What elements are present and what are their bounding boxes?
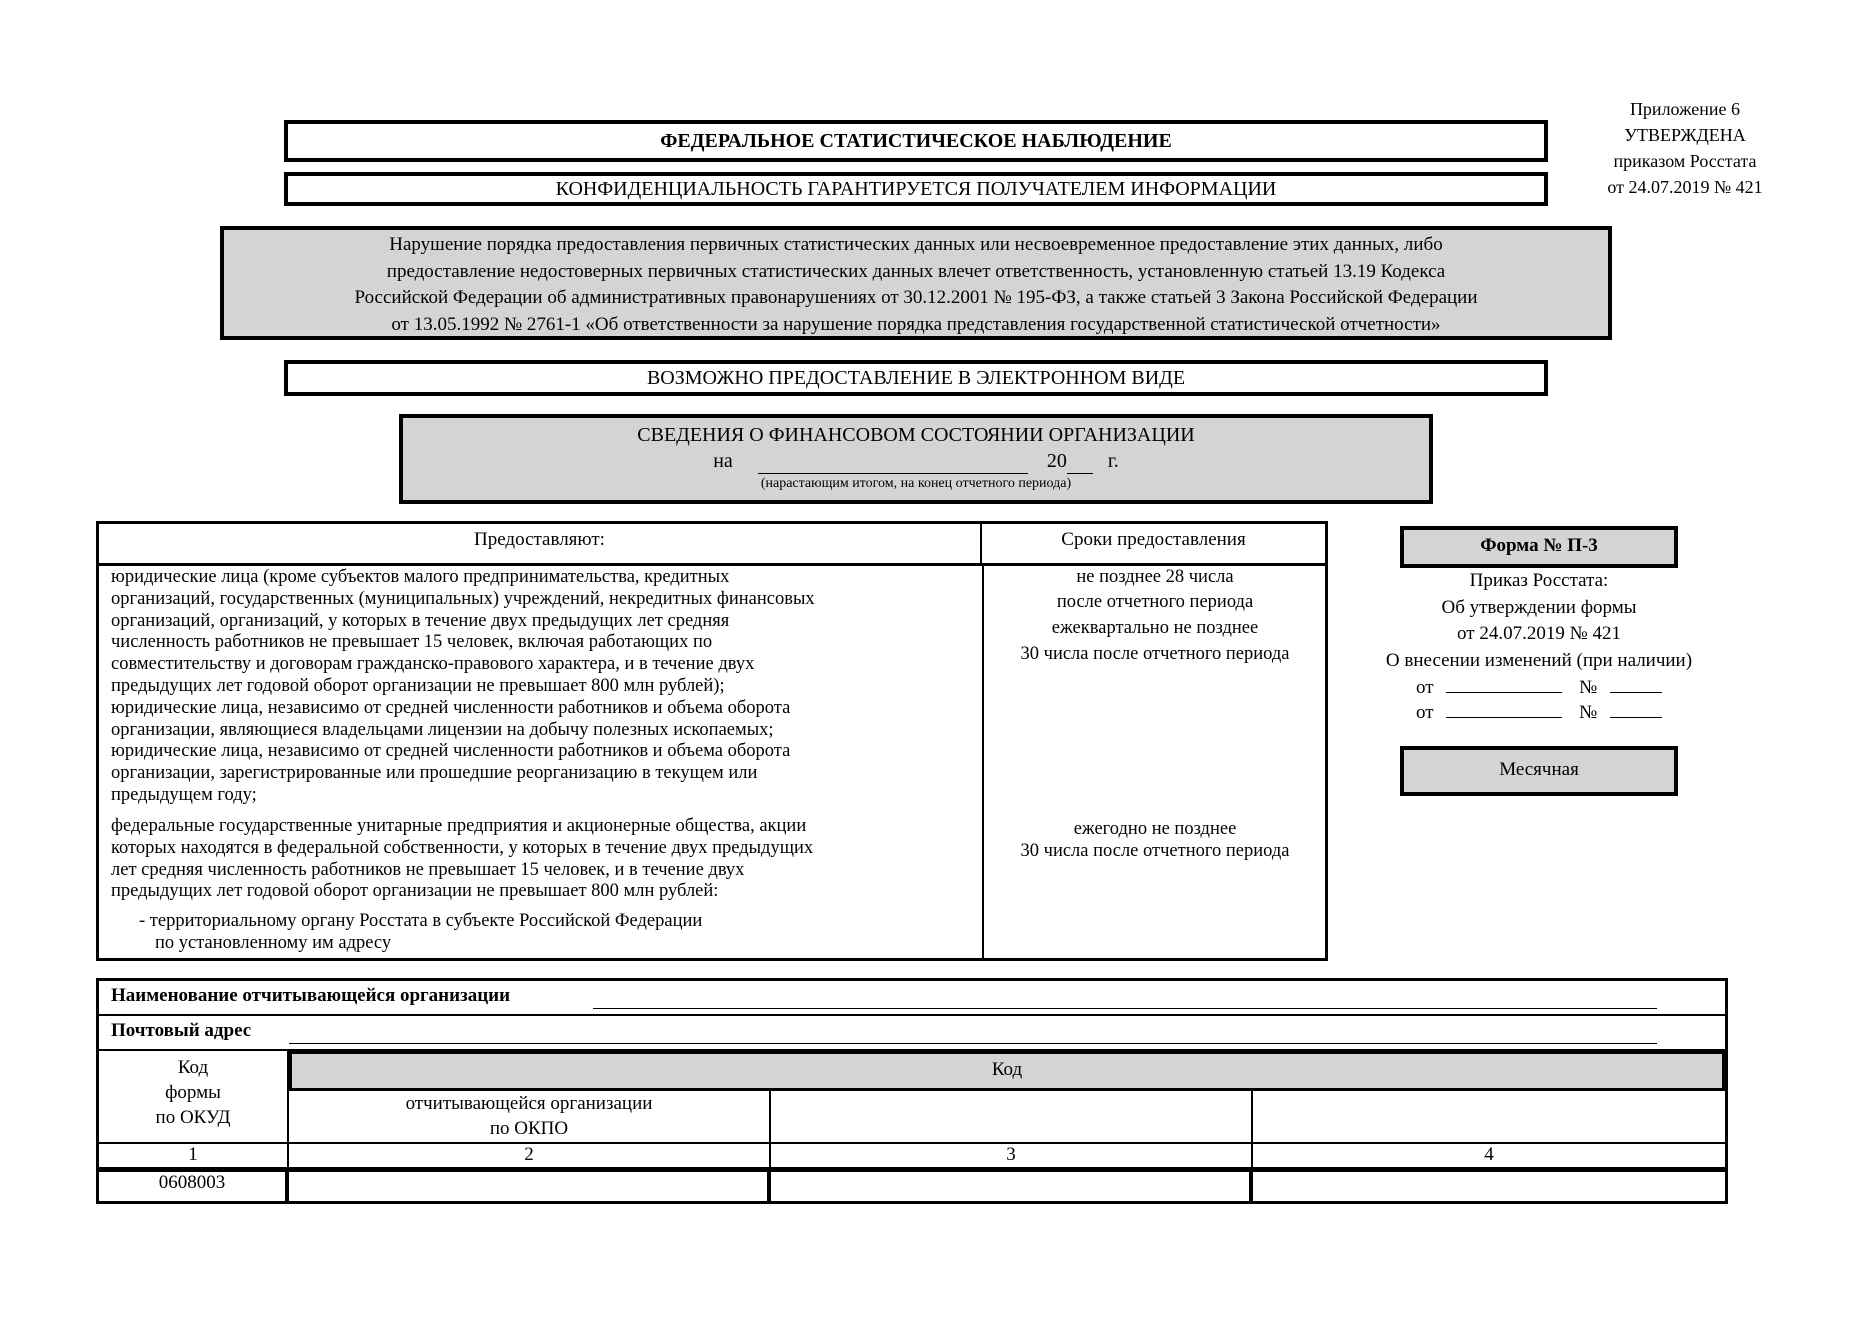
okpo-header: [289, 1091, 771, 1144]
col-number-4: 4: [1253, 1144, 1725, 1169]
submitter-line: организаций, организаций, у которых в течение двух предыдущих лет средняя: [111, 610, 730, 631]
okpo-header-line: по ОКПО: [489, 1118, 569, 1139]
col-number-1: 1: [99, 1144, 289, 1169]
deadline-line: ежеквартально не позднее: [1051, 617, 1259, 638]
submitters-column-header: Предоставляют:: [99, 524, 982, 566]
year-prefix: 20: [1046, 450, 1067, 472]
okud-header: [99, 1051, 289, 1144]
change-number-field[interactable]: [1610, 674, 1662, 693]
number-label: №: [1579, 702, 1598, 723]
liability-warning: [220, 226, 1612, 340]
submitter-line: которых находятся в федеральной собственности, у которых в течение двух предыдущих: [111, 837, 814, 858]
year-suffix: г.: [1107, 450, 1119, 472]
submitter-line: предыдущих лет годовой оборот организации не превышает 800 млн рублей);: [111, 675, 725, 696]
submitter-line: совместительству и договорам гражданско-правового характера, и в течение двух: [111, 654, 755, 675]
change-date-field[interactable]: [1446, 699, 1562, 718]
change-date-field[interactable]: [1446, 674, 1562, 693]
title-note: (нарастающим итогом, на конец отчетного периода): [760, 476, 1072, 491]
code-col-4-field[interactable]: [1253, 1171, 1725, 1201]
submitter-line: организации, зарегистрированные или прошедшие реорганизацию в текущем или: [111, 763, 758, 784]
postal-address-label: Почтовый адрес: [111, 1020, 252, 1041]
submitter-line: предыдущем году;: [111, 784, 257, 805]
order-date: от 24.07.2019 № 421: [1457, 623, 1621, 644]
submitter-line: предыдущих лет годовой оборот организации не превышает 800 млн рублей:: [111, 881, 719, 902]
submitters-table: [96, 521, 1328, 961]
warning-line: предоставление недостоверных первичных статистических данных влечет ответственность, установленную статьей 13.19 Кодекса: [386, 260, 1446, 282]
form-number-badge: Форма № П-3: [1400, 526, 1678, 568]
form-title-box: [399, 414, 1433, 504]
warning-line: Нарушение порядка предоставления первичных статистических данных или несвоевременное предоставление этих данных, либо: [389, 234, 1443, 255]
okud-header-line: по ОКУД: [155, 1107, 231, 1128]
on-label: на: [713, 450, 733, 472]
okud-header-line: Код: [177, 1057, 209, 1078]
code-col-3-header: [771, 1091, 1253, 1144]
deadlines-block-1: [985, 567, 1325, 667]
col-number-3: 3: [771, 1144, 1253, 1169]
approval-block: [1560, 96, 1810, 200]
organization-table: [96, 978, 1728, 1204]
recipient-block: [139, 911, 999, 955]
order-info: [1352, 568, 1726, 724]
report-date-field[interactable]: [758, 453, 1028, 474]
submitters-block-1: [111, 567, 971, 807]
submitter-line: лет средняя численность работников не превышает 15 человек, и в течение двух: [111, 859, 745, 880]
periodicity-badge: Месячная: [1400, 746, 1678, 796]
submitter-line: юридические лица, независимо от средней численности работников и объема оборота: [111, 697, 791, 718]
change-number-field[interactable]: [1610, 699, 1662, 718]
order-subject: Об утверждении формы: [1441, 596, 1637, 618]
deadline-line: не позднее 28 числа: [1076, 567, 1234, 587]
postal-address-field[interactable]: [289, 1043, 1657, 1044]
okpo-header-line: отчитывающейся организации: [405, 1093, 653, 1114]
okpo-code-field[interactable]: [289, 1171, 771, 1201]
recipient-line: по установленному им адресу: [155, 932, 392, 953]
col-number-2: 2: [289, 1144, 771, 1169]
org-name-label: Наименование отчитывающейся организации: [111, 985, 511, 1006]
report-date-line: [403, 448, 1429, 474]
federal-observation-header: ФЕДЕРАЛЬНОЕ СТАТИСТИЧЕСКОЕ НАБЛЮДЕНИЕ: [284, 120, 1548, 162]
annex-label: Приложение 6: [1629, 99, 1741, 119]
approved-label: УТВЕРЖДЕНА: [1624, 125, 1746, 145]
org-name-field[interactable]: [593, 1008, 1657, 1009]
number-label: №: [1579, 677, 1598, 698]
changes-label: О внесении изменений (при наличии): [1385, 649, 1693, 671]
submitter-line: численность работников не превышает 15 человек, включая работающих по: [111, 632, 713, 653]
okud-header-line: формы: [165, 1082, 221, 1103]
order-title: Приказ Росстата:: [1469, 570, 1609, 591]
report-year-field[interactable]: [1067, 453, 1093, 474]
order-date-label: от 24.07.2019 № 421: [1607, 177, 1763, 197]
change-row-2: [1352, 699, 1726, 724]
submitter-line: организации, являющиеся владельцами лицензии на добычу полезных ископаемых;: [111, 719, 774, 740]
code-header: Код: [289, 1051, 1725, 1091]
column-divider: [982, 566, 984, 958]
deadline-line: 30 числа после отчетного периода: [1020, 643, 1290, 664]
recipient-line: - территориальному органу Росстата в субъекте Российской Федерации: [139, 911, 703, 931]
order-by-label: приказом Росстата: [1613, 151, 1757, 171]
deadline-line: после отчетного периода: [1056, 591, 1254, 612]
submitter-line: юридические лица (кроме субъектов малого предпринимательства, кредитных: [111, 567, 730, 587]
code-col-3-field[interactable]: [771, 1171, 1253, 1201]
submitter-line: федеральные государственные унитарные предприятия и акционерные общества, акции: [111, 816, 807, 836]
deadlines-block-2: [985, 819, 1325, 863]
from-label: от: [1416, 702, 1434, 723]
form-title: СВЕДЕНИЯ О ФИНАНСОВОМ СОСТОЯНИИ ОРГАНИЗАЦИИ: [637, 424, 1195, 446]
submitter-line: организаций, государственных (муниципальных) учреждений, некредитных финансовых: [111, 588, 815, 609]
code-col-4-header: [1253, 1091, 1725, 1144]
submitter-line: юридические лица, независимо от средней численности работников и объема оборота: [111, 741, 791, 762]
confidentiality-header: КОНФИДЕНЦИАЛЬНОСТЬ ГАРАНТИРУЕТСЯ ПОЛУЧАТЕЛЕМ ИНФОРМАЦИИ: [284, 172, 1548, 206]
change-row-1: [1352, 674, 1726, 699]
org-name-row: [99, 981, 1725, 1016]
postal-address-row: [99, 1016, 1725, 1051]
deadline-line: 30 числа после отчетного периода: [1020, 840, 1290, 861]
warning-line: Российской Федерации об административных правонарушениях от 30.12.2001 № 195-ФЗ, а также статьей 3 Закона Российской Федерации: [354, 287, 1478, 308]
deadline-line: ежегодно не позднее: [1073, 819, 1237, 839]
submitters-block-2: [111, 816, 971, 903]
electronic-submission-header: ВОЗМОЖНО ПРЕДОСТАВЛЕНИЕ В ЭЛЕКТРОННОМ ВИДЕ: [284, 360, 1548, 396]
deadlines-column-header: Сроки предоставления: [982, 524, 1325, 566]
okud-code-value: 0608003: [99, 1171, 289, 1201]
from-label: от: [1416, 677, 1434, 698]
warning-line: от 13.05.1992 № 2761-1 «Об ответственности за нарушение порядка представления государственной статистической отчетности»: [391, 313, 1441, 335]
